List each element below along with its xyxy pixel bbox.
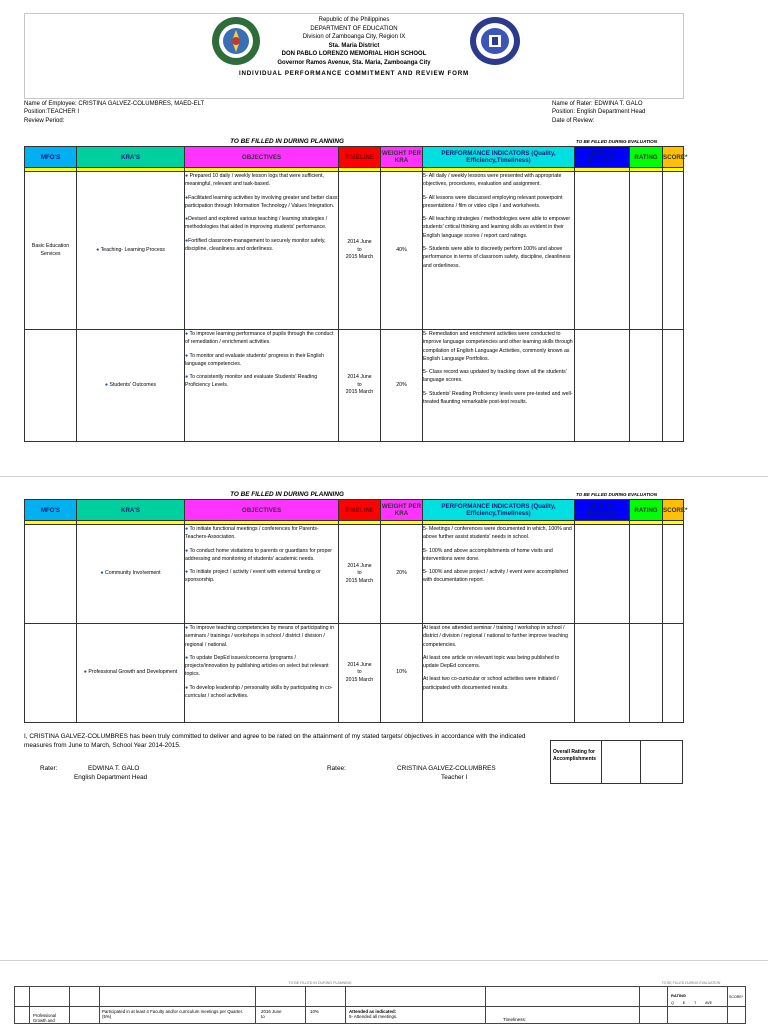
page3-score-header: SCORE* <box>729 995 744 999</box>
ipcrf-table-1 <box>24 146 688 442</box>
objective-item: To consistently monitor and evaluate Students' Reading Proficiency Levels. <box>185 374 318 389</box>
page3-rating-sub <box>671 1001 712 1005</box>
objectives-cell: ● To improve learning performance of pupils through the conduct of remediation / enrichment activities. ● To monitor and evaluate students' progress in their English language competencies. ● To consistently monitor and evaluate Students' Reading Proficiency Levels. <box>185 330 339 442</box>
rater-name: Name of Rater: EDWINA T. GALO <box>552 101 643 107</box>
timeline-end: 2015 March <box>345 254 374 261</box>
weight-cell: 10% <box>381 624 423 723</box>
header-mfos: MFO'S <box>25 147 77 168</box>
weight-cell: 20% <box>381 330 423 442</box>
indicator-item: 5- All teaching strategies / methodologies were able to empower students' critical thinking and learning skills as evident in their English language scores / report card ratings. <box>423 216 571 239</box>
page3-mfo: Professional Growth and <box>33 1013 57 1023</box>
indicators-cell <box>423 172 575 330</box>
page3-indicator-title: Attended as indicated: <box>349 1009 397 1014</box>
header-timeline: TIMELINE <box>339 147 381 168</box>
form-title: INDIVIDUAL PERFORMANCE COMMITMENT AND REVIEW FORM <box>239 69 469 77</box>
kra-cell: ● Professional Growth and Development <box>77 624 185 723</box>
indicator-item: 5- Meetings / conferences were documented in which, 100% and above further assist students' needs in school. <box>423 526 572 541</box>
header-performance-indicators: PERFORMANCE INDICATORS (Quality, Efficiency,Timeliness) <box>423 500 575 521</box>
kra-cell: ● Community Involvement <box>77 525 185 624</box>
date-of-review: Date of Review: <box>552 117 595 124</box>
ratee-signature-name: CRISTINA GALVEZ-COLUMBRES <box>397 765 496 772</box>
timeline-to: to <box>357 570 362 577</box>
header-objectives: OBJECTIVES <box>185 147 339 168</box>
objective-item: Prepared 10 daily / weekly lesson logs that were sufficient, meaningful, relevant and task-based. <box>185 173 324 188</box>
kra-cell: ● Teaching- Learning Process <box>77 172 185 330</box>
planning-banner: TO BE FILLED IN DURING PLANNING <box>230 491 344 498</box>
objective-item: Fortified classroom-management to securely monitor safety, discipline, cleanliness and orderliness. <box>185 237 326 253</box>
rater-signature-name: EDWINA T. GALO <box>88 765 140 772</box>
table-row <box>25 330 684 442</box>
indicator-item: At least one attended seminar / training / workshop in school / district / division / regional / national to further improve teaching competencies. <box>423 625 569 648</box>
rating-e: E <box>682 1001 686 1005</box>
mfo-cell: Basic Education Services <box>25 172 77 330</box>
header-actual-results: ACTUAL RESULTS <box>575 147 630 168</box>
header-objectives: OBJECTIVES <box>185 500 339 521</box>
timeline-start: 2014 June <box>347 374 372 381</box>
rater-signature-title: English Department Head <box>74 774 148 781</box>
indicator-item: At least one article on relevant topic was being published to update DepEd concerns. <box>423 654 560 670</box>
indicators-cell <box>423 525 575 624</box>
timeline-to: to <box>357 246 362 253</box>
actual-results-cell[interactable] <box>575 525 630 624</box>
header-score: SCORE* <box>663 147 684 168</box>
timeline-cell <box>339 525 381 624</box>
timeline-cell <box>339 330 381 442</box>
objective-item: To improve teaching competencies by means of participating in seminars / trainings / workshops in school / district / division / regional / national. <box>185 625 334 648</box>
objective-item: To initiate project / activity / event with external funding or sponsorship. <box>185 569 321 584</box>
score-cell[interactable] <box>663 330 684 442</box>
employee-position: Position:TEACHER I <box>24 109 80 116</box>
timeline-end: 2015 March <box>345 676 374 683</box>
header-rating: RATING <box>630 147 663 168</box>
page-divider <box>0 476 768 477</box>
page3-weight: 10% <box>310 1009 319 1014</box>
employee-name: Name of Employee: CRISTINA GALVEZ-COLUMBRES, MAED-ELT <box>24 101 205 107</box>
timeline-end: 2015 March <box>345 389 374 396</box>
header-weight: WEIGHT PER KRA <box>381 147 423 168</box>
header-kras: KRA'S <box>77 500 185 521</box>
kra-label: Teaching- Learning Process <box>100 246 165 253</box>
letterhead-line: Sta. Maria District <box>328 42 380 49</box>
indicator-item: 5- 100% and above accomplishments of home visits and interventions were done. <box>423 547 553 562</box>
kra-cell: ● Students' Outcomes <box>77 330 185 442</box>
indicators-cell <box>423 330 575 442</box>
indicator-item: 5- Students were able to discreetly perform 100% and above performance in terms of classroom safety, discipline, cleanliness and orderliness. <box>423 246 571 269</box>
rating-q: Q <box>671 1001 674 1005</box>
weight-cell: 20% <box>381 525 423 624</box>
page-divider <box>0 960 768 961</box>
commitment-statement: I, CRISTINA GALVEZ-COLUMBRES has been truly committed to deliver and agree to be rated on the attainment of my stated targets/ objectives in accordance with the indicated measures from June to March, School Year 2014-2015. <box>24 733 526 749</box>
rating-cell[interactable] <box>630 172 663 330</box>
indicators-cell <box>423 624 575 723</box>
objective-item: To develop leadership / personality skills by participating in co-curricular / school activities. <box>185 684 333 700</box>
table-row <box>25 624 684 723</box>
header-timeline: TIMELINE <box>339 500 381 521</box>
ipcrf-table-2 <box>24 499 688 723</box>
mfo-cell <box>25 525 77 624</box>
letterhead-line: Division of Zamboanga City, Region IX <box>302 34 406 41</box>
letterhead-line: Republic of the Philippines <box>318 17 390 23</box>
kra-label: Students' Outcomes <box>109 381 157 388</box>
header-score: SCORE* <box>663 500 684 521</box>
indicator-item: At least two co-curricular or school activities were initiated / participated with documented results. <box>423 676 559 691</box>
rater-position: Position: English Department Head <box>552 109 646 116</box>
score-cell[interactable] <box>663 624 684 723</box>
header-weight: WEIGHT PER KRA <box>381 500 423 521</box>
objective-item: To update DepEd issues/concerns /programs / projects/innovation by publishing articles on select but relevant topics. <box>185 654 329 678</box>
rater-info <box>552 100 645 125</box>
objectives-cell: ● Prepared 10 daily / weekly lesson logs that were sufficient, meaningful, relevant and task-based. ●Facilitated learning activities by involving greater and better class participation through Information Technology / Values Integration. ●Devised and explored various teaching / learning strategies / methodologies that aided in improving students' performance. ●Fortified classroom-management to securely monitor safety, discipline, cleanliness and orderliness. <box>185 172 339 330</box>
page3-indicator-text: 5- Attended all meetings. <box>349 1014 398 1019</box>
indicator-item: 5- All daily / weekly lessons were presented with appropriate objectives, procedures, evaluation and assignment. <box>423 173 562 188</box>
rater-signature-label: Rater: <box>40 765 58 772</box>
page3-timeline-start: 2016 June <box>261 1009 282 1014</box>
rating-cell[interactable] <box>630 525 663 624</box>
header-actual-results: ACTUAL RESULTS <box>575 500 630 521</box>
review-period: Review Period: <box>24 117 65 124</box>
objective-item: To initiate functional meetings / conferences for Parents-Teachers-Association. <box>185 526 319 541</box>
ratee-signature-label: Ratee: <box>327 765 346 772</box>
header-kras: KRA'S <box>77 147 185 168</box>
page3-evaluation-banner: TO BE FILLED DURING EVALUATION <box>661 981 721 985</box>
timeline-cell <box>339 172 381 330</box>
rating-cell[interactable] <box>630 330 663 442</box>
table-row <box>25 525 684 624</box>
ratee-signature-title: Teacher I <box>441 774 468 781</box>
weight-cell: 40% <box>381 172 423 330</box>
overall-rating-value[interactable] <box>602 740 641 784</box>
rating-cell[interactable] <box>630 624 663 723</box>
page3-timeline <box>261 1009 282 1019</box>
indicator-item: 5- Remediation and enrichment activities were conducted to improve language competencies and other learning skills through compilation of English Language Activities, commonly known as English Language Portfolios. <box>423 331 573 362</box>
table-row <box>25 172 684 330</box>
actual-results-cell[interactable] <box>575 330 630 442</box>
indicator-item: 5- Class record was updated by tracking down all the students' language scores. <box>423 369 567 384</box>
timeline-start: 2014 June <box>347 562 372 569</box>
kra-label: Community Involvement <box>104 570 161 577</box>
page3-table <box>14 986 746 1024</box>
indicator-item: 5- All lessons were discussed employing relevant powerpoint presentations / film or video clips / and worksheets. <box>423 194 563 209</box>
employee-info <box>24 100 204 125</box>
rating-ave: AVE <box>705 1001 713 1005</box>
evaluation-banner: TO BE FILLED DURING EVALUATION <box>575 492 658 497</box>
overall-score-value[interactable] <box>641 740 683 784</box>
objective-item: To conduct home visitations to parents or guardians for proper addressing and monitoring of students' academic needs. <box>185 547 332 562</box>
overall-rating-label: Overall Rating for Accomplishments <box>550 740 602 784</box>
timeline-cell <box>339 624 381 723</box>
objectives-cell: ● To initiate functional meetings / conferences for Parents-Teachers-Association. ● To conduct home visitations to parents or guardians for proper addressing and monitoring of students' academic needs. ● To initiate project / activity / event with external funding or sponsorship. <box>185 525 339 624</box>
timeline-end: 2015 March <box>345 577 374 584</box>
timeline-start: 2014 June <box>347 239 372 246</box>
page3-planning-banner: TO BE FILLED IN DURING PLANNING <box>288 981 352 985</box>
page3-rating-header: RATING <box>671 993 687 998</box>
page3-header-row <box>15 987 745 1007</box>
letterhead-text <box>25 16 683 78</box>
rating-t: T <box>694 1001 697 1005</box>
planning-banner: TO BE FILLED IN DURING PLANNING <box>230 138 344 145</box>
school-name: DON PABLO LORENZO MEMORIAL HIGH SCHOOL <box>281 51 427 58</box>
objective-item: To improve learning performance of pupils through the conduct of remediation / enrichment activities. <box>185 331 334 346</box>
score-cell[interactable] <box>663 525 684 624</box>
kra-label: Professional Growth and Development <box>88 669 178 676</box>
page3-actual: Timeliness: <box>503 1017 527 1022</box>
objectives-cell: ● To improve teaching competencies by means of participating in seminars / trainings / workshops in school / district / division / regional / national. ● To update DepEd issues/concerns /programs / projects/innovation by publishing articles on select but relevant topics. ● To develop leadership / personality skills by participating in co-curricular / school activities. <box>185 624 339 723</box>
header-rating: RATING <box>630 500 663 521</box>
objective-item: Devised and explored various teaching / learning strategies / methodologies that aided in improving students' performance. <box>185 216 328 231</box>
indicator-item: 5- 100% and above project / activity / event were accomplished with documentation report. <box>423 569 569 584</box>
mfo-cell <box>25 330 77 442</box>
timeline-start: 2014 June <box>347 661 372 668</box>
letterhead-line: DEPARTMENT OF EDUCATION <box>310 25 398 32</box>
school-address: Governor Ramos Avenue, Sta. Maria, Zamboanga City <box>277 59 431 66</box>
header-performance-indicators: PERFORMANCE INDICATORS (Quality, Efficiency,Timeliness) <box>423 147 575 168</box>
page3-indicator <box>349 1009 479 1019</box>
page3-timeline-to: to <box>261 1014 265 1019</box>
page3-objective: Participated in at least 4 Faculty and/or curriculum meetings per Quarter. (5%) <box>102 1009 244 1019</box>
actual-results-cell[interactable] <box>575 172 630 330</box>
timeline-to: to <box>357 381 362 388</box>
timeline-to: to <box>357 669 362 676</box>
indicator-item: 5- Students' Reading Proficiency levels were pre-tested and well-treated flaunting remarkable post-test results. <box>423 390 573 406</box>
letterhead <box>24 13 684 99</box>
actual-results-cell[interactable] <box>575 624 630 723</box>
mfo-cell <box>25 624 77 723</box>
objective-item: To monitor and evaluate students' progress in their English language competencies. <box>185 352 324 367</box>
objective-item: Facilitated learning activities by involving greater and better class participation through Information Technology / Values Integration. <box>185 194 338 209</box>
score-cell[interactable] <box>663 172 684 330</box>
header-mfos: MFO'S <box>25 500 77 521</box>
evaluation-banner: TO BE FILLED DURING EVALUATION <box>575 139 658 144</box>
